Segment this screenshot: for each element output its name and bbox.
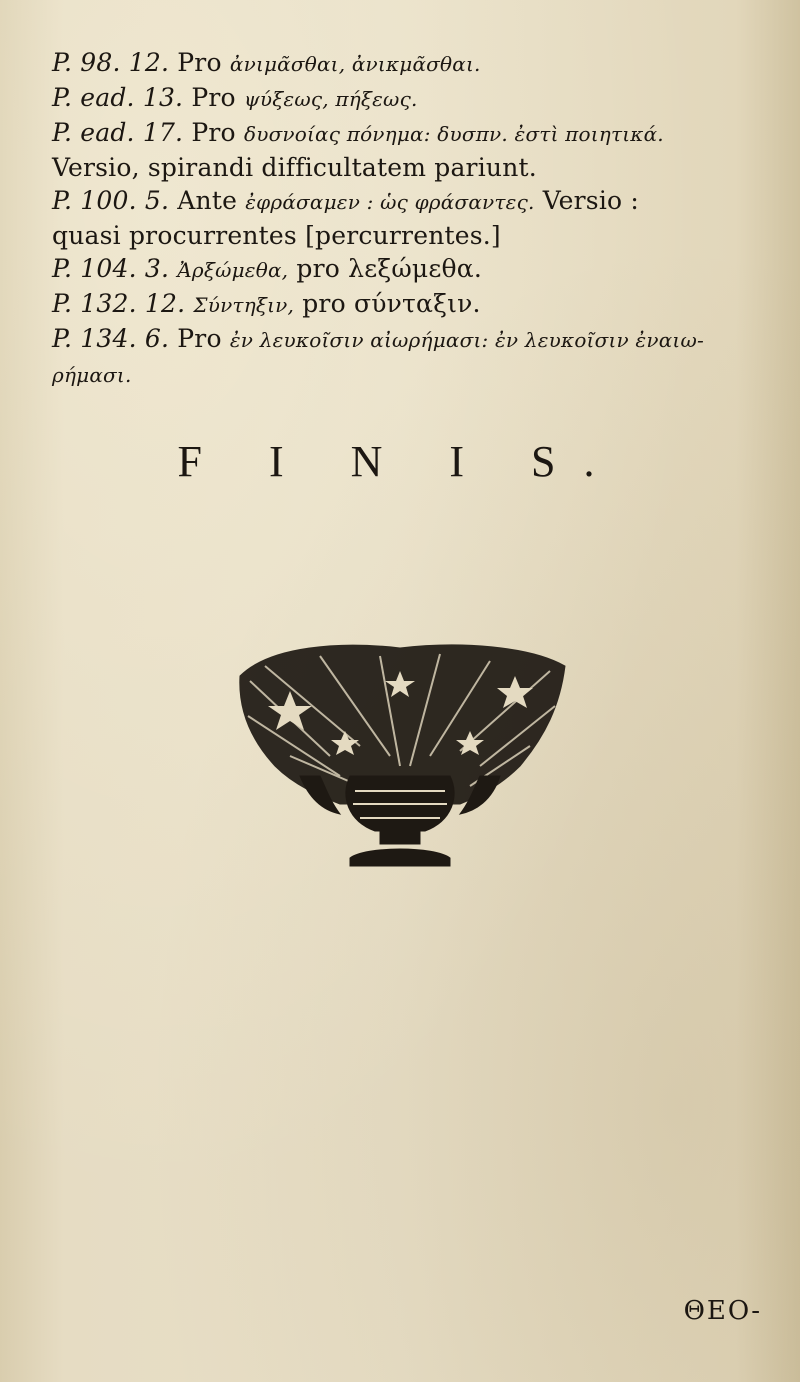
greek-correction: ἐφράσαμεν : ὡς φράσαντες. — [245, 190, 535, 214]
errata-tail: pro λεξώμεθα. — [296, 254, 482, 283]
errata-line — [52, 116, 772, 151]
errata-text: ρήμασι. — [52, 363, 132, 387]
page-reference: P. 98. 12. — [52, 48, 170, 77]
errata-line — [52, 219, 772, 252]
errata-text: quasi procurrentes [percurrentes.] — [52, 221, 501, 250]
greek-correction: ἀνιμᾶσθαι, ἀνικμᾶσθαι. — [229, 52, 481, 76]
errata-line — [52, 151, 772, 184]
page-reference: P. 134. 6. — [52, 324, 170, 353]
greek-correction: Ἀρξώμεθα, — [177, 258, 289, 282]
flower-vase-ornament — [230, 636, 570, 872]
page-reference: P. 100. 5. — [52, 186, 170, 215]
errata-text: Versio, spirandi difficultatem pariunt. — [52, 153, 537, 182]
greek-correction: ψύξεως, πήξεως. — [243, 87, 418, 111]
errata-word: Pro — [177, 48, 222, 77]
catchword: ΘΕΟ- — [683, 1296, 762, 1326]
errata-tail: pro σύνταξιν. — [302, 289, 481, 318]
finis-heading: F I N I S. — [177, 437, 623, 486]
errata-line — [52, 322, 772, 357]
errata-line — [52, 46, 772, 81]
greek-correction: Σύντηξιν, — [193, 293, 295, 317]
errata-line — [52, 81, 772, 116]
page-reference: P. 104. 3. — [52, 254, 170, 283]
errata-list — [52, 46, 772, 392]
errata-word: Pro — [191, 83, 236, 112]
greek-correction: δυσνοίας πόνημα: δυσπν. ἐστὶ ποιητικά. — [243, 122, 664, 146]
errata-line — [52, 252, 772, 287]
errata-tail: Versio : — [542, 186, 640, 215]
page-reference: P. 132. 12. — [52, 289, 186, 318]
errata-word: Pro — [191, 118, 236, 147]
errata-line — [52, 184, 772, 219]
page-reference: P. ead. 17. — [52, 118, 184, 147]
errata-line — [52, 287, 772, 322]
page-reference: P. ead. 13. — [52, 83, 184, 112]
errata-word: Ante — [177, 186, 238, 215]
greek-correction: ἐν λευκοῖσιν αἰωρήμασι: ἐν λευκοῖσιν ἐναιω- — [229, 328, 704, 352]
errata-line — [52, 357, 772, 392]
errata-word: Pro — [177, 324, 222, 353]
